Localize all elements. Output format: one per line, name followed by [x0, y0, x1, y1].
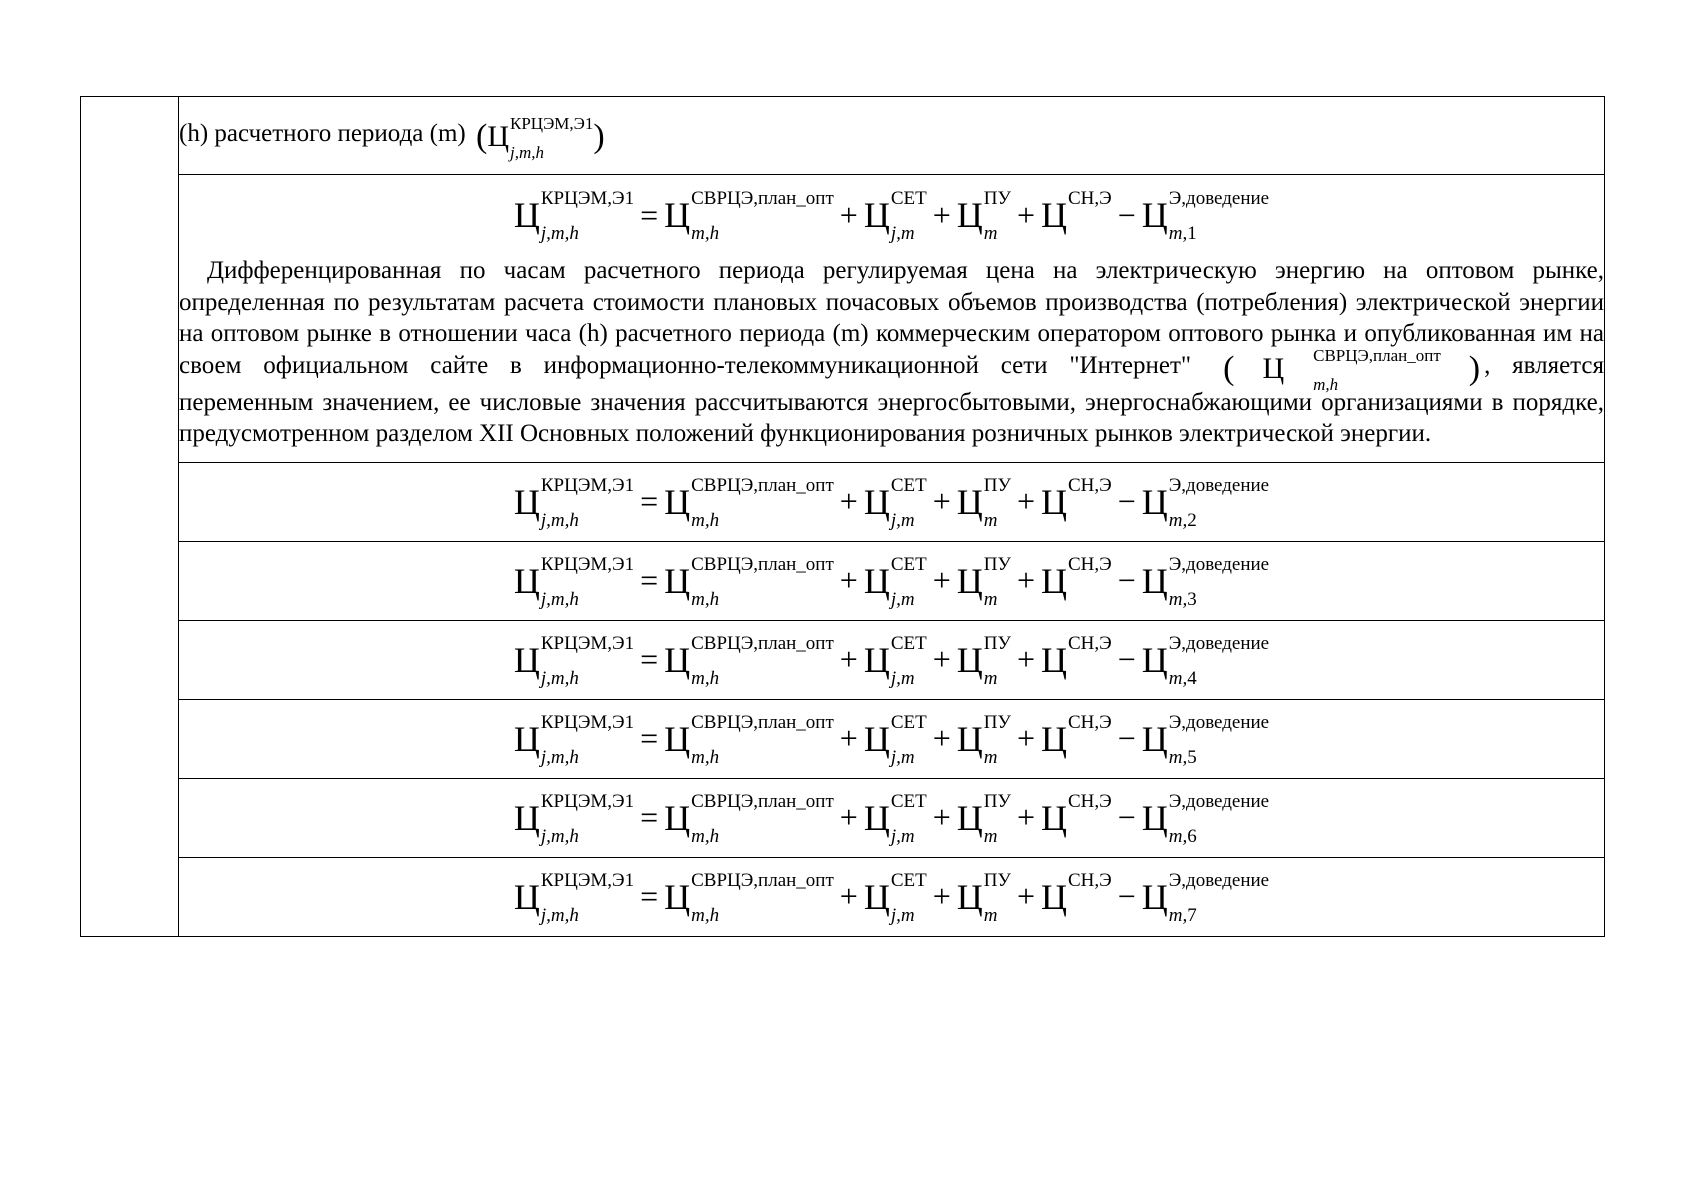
superscript: Э,доведение — [1168, 790, 1270, 812]
superscript: Э,доведение — [1168, 474, 1270, 496]
formula-term-set — [863, 553, 927, 610]
formula-base: Ц — [956, 797, 983, 838]
formula-term-svrce — [664, 711, 834, 768]
formula-base: Ц — [1141, 876, 1168, 917]
formula-base: Ц — [1141, 639, 1168, 680]
formula-base: Ц — [863, 560, 890, 601]
superscript: КРЦЭМ,Э1 — [540, 474, 635, 496]
superscript: КРЦЭМ,Э1 — [510, 114, 594, 133]
formula-term-sn — [1041, 711, 1112, 761]
plus-sign: + — [839, 483, 858, 519]
super-sub-script — [983, 790, 1011, 847]
superscript: СВРЦЭ,план_опт — [691, 553, 834, 575]
super-sub-script — [1068, 632, 1112, 682]
super-sub-script — [1068, 553, 1112, 603]
superscript: КРЦЭМ,Э1 — [540, 188, 635, 209]
formula-term-set — [863, 474, 927, 531]
equals-sign: = — [640, 641, 659, 677]
superscript: СВРЦЭ,план_опт — [691, 632, 834, 654]
formula-term-pu — [956, 632, 1011, 689]
super-sub-script — [983, 869, 1011, 926]
superscript: СВРЦЭ,план_опт — [691, 869, 834, 891]
formula-term-sn — [1041, 632, 1112, 682]
formula-base: Ц — [956, 195, 983, 235]
formula-base: Ц — [863, 797, 890, 838]
superscript: КРЦЭМ,Э1 — [540, 790, 635, 812]
super-sub-script — [540, 474, 635, 531]
table-row-formula-3 — [81, 541, 1605, 620]
subscript: m — [983, 904, 998, 926]
plus-sign: + — [839, 878, 858, 914]
super-sub-script — [983, 553, 1011, 610]
formula-base: Ц — [1141, 560, 1168, 601]
subscript: m — [983, 223, 998, 244]
super-sub-script — [890, 474, 927, 531]
subscript: m — [983, 667, 998, 689]
minus-sign: − — [1117, 562, 1136, 598]
close-paren: ) — [1468, 349, 1481, 387]
formula-index: 2 — [1187, 509, 1197, 531]
super-sub-script — [1068, 188, 1112, 237]
formula-term-dovedenie — [1141, 711, 1270, 768]
header-label: (h) расчетного периода (m) — [179, 120, 472, 147]
formula-term-svrce — [664, 188, 834, 244]
formula-base: Ц — [664, 560, 691, 601]
plus-sign: + — [839, 720, 858, 756]
subscript: m,h — [691, 667, 720, 689]
superscript: Э,доведение — [1168, 632, 1270, 654]
subscript: j,m,h — [540, 509, 579, 531]
equals-sign: = — [640, 799, 659, 835]
super-sub-script — [691, 869, 834, 926]
formula-base: Ц — [664, 797, 691, 838]
superscript: ПУ — [983, 188, 1011, 209]
description-paragraph — [179, 255, 1604, 462]
subscript — [1169, 511, 1269, 530]
formula-term-set — [863, 632, 927, 689]
formula-term-dovedenie — [1141, 790, 1270, 847]
formula-index: 7 — [1187, 904, 1197, 926]
formula-base: Ц — [956, 876, 983, 917]
plus-sign: + — [839, 641, 858, 677]
superscript: СВРЦЭ,план_опт — [691, 790, 834, 812]
plus-sign: + — [932, 878, 951, 914]
formula-base: Ц — [513, 639, 540, 680]
superscript: СВРЦЭ,план_опт — [691, 188, 834, 209]
table-row-header — [81, 97, 1605, 175]
formula-index: 5 — [1187, 746, 1197, 768]
formula-term-dovedenie — [1141, 632, 1270, 689]
equals-sign: = — [640, 196, 659, 233]
formula-base: Ц — [1041, 797, 1067, 838]
super-sub-script — [540, 632, 635, 689]
super-sub-script — [1168, 553, 1270, 610]
superscript: СЕТ — [890, 188, 927, 209]
subscript: j,m — [890, 825, 915, 847]
superscript: ПУ — [983, 869, 1011, 891]
plus-sign: + — [1016, 196, 1035, 233]
formula-slot — [179, 858, 1604, 936]
super-sub-script — [1168, 711, 1270, 768]
subscript: m — [983, 588, 998, 610]
subscript-prefix: m, — [1168, 509, 1188, 531]
plus-sign: + — [839, 196, 858, 233]
formula-slot — [179, 621, 1604, 699]
plus-sign: + — [932, 562, 951, 598]
formula-term-pu — [956, 188, 1011, 244]
formula-base: Ц — [664, 876, 691, 917]
formula-base: Ц — [956, 639, 983, 680]
formula-base: Ц — [1141, 481, 1168, 522]
subscript: j,m — [890, 746, 915, 768]
super-sub-script — [540, 553, 635, 610]
super-sub-script — [1068, 474, 1112, 524]
subscript-prefix: m, — [1168, 904, 1188, 926]
formula-term-svrce — [664, 869, 834, 926]
open-paren: ( — [1223, 349, 1235, 387]
subscript-prefix: m, — [1168, 667, 1188, 689]
formula-term-dovedenie — [1141, 188, 1270, 244]
paragraph-text-1: Дифференцированная по часам расчетного периода регулируемая цена на электрическую энергию на оптовом рынке, определенная по результатам расчета стоимости плановых почасовых объемов производства (потребления) электрической энергии на оптовом рынке в отношении часа (h) расчетного периода (m) коммерческим оператором оптового рынка и опубликованная им на своем официальном сайте в информационно-телекоммуникационной сети "Интернет" — [179, 257, 1604, 379]
super-sub-script — [890, 188, 927, 244]
superscript: СВРЦЭ,план_опт — [691, 474, 834, 496]
superscript: СЕТ — [890, 790, 927, 812]
subscript: j,m,h — [540, 667, 579, 689]
plus-sign: + — [839, 799, 858, 835]
plus-sign: + — [1016, 878, 1035, 914]
formula-slot — [179, 779, 1604, 857]
formula-term-pu — [956, 474, 1011, 531]
super-sub-script — [691, 188, 834, 244]
formula-base: Ц — [1041, 560, 1067, 601]
formula-base: Ц — [1041, 639, 1067, 680]
super-sub-script — [1168, 790, 1270, 847]
formula-base: Ц — [956, 560, 983, 601]
super-sub-script — [510, 114, 594, 162]
formula-base: Ц — [513, 560, 540, 601]
superscript: СЕТ — [890, 553, 927, 575]
formula-slot — [179, 463, 1604, 541]
super-sub-script — [540, 188, 635, 244]
subscript: j,m,h — [540, 588, 579, 610]
super-sub-script — [890, 790, 927, 847]
super-sub-script — [540, 869, 635, 926]
minus-sign: − — [1117, 196, 1136, 233]
subscript — [1169, 590, 1269, 609]
table-row-formula-4 — [81, 620, 1605, 699]
formula-slot — [179, 542, 1604, 620]
superscript: КРЦЭМ,Э1 — [540, 553, 635, 575]
subscript-prefix: m, — [1168, 746, 1188, 768]
superscript: СН,Э — [1068, 553, 1112, 575]
formula-base: Ц — [664, 718, 691, 759]
table-row-formula-6 — [81, 778, 1605, 857]
superscript: ПУ — [983, 553, 1011, 575]
formula-base: Ц — [1041, 481, 1067, 522]
formula-cell — [179, 778, 1605, 857]
formula-index: 6 — [1187, 825, 1197, 847]
minus-sign: − — [1117, 483, 1136, 519]
plus-sign: + — [932, 720, 951, 756]
minus-sign: − — [1117, 878, 1136, 914]
superscript: СЕТ — [890, 474, 927, 496]
formula-cell — [179, 541, 1605, 620]
superscript: СЕТ — [890, 711, 927, 733]
super-sub-script — [890, 869, 927, 926]
superscript: ПУ — [983, 632, 1011, 654]
formula-term-sn — [1041, 553, 1112, 603]
plus-sign: + — [1016, 562, 1035, 598]
formula-base: Ц — [487, 120, 509, 153]
formula-base: Ц — [1041, 718, 1067, 759]
subscript: m,h — [691, 746, 720, 768]
super-sub-script — [890, 711, 927, 768]
formula-term-dovedenie — [1141, 474, 1270, 531]
plus-sign: + — [932, 196, 951, 233]
formula-term-pu — [956, 790, 1011, 847]
formula-base: Ц — [513, 195, 540, 235]
formula-base: Ц — [863, 718, 890, 759]
subscript: m — [983, 825, 998, 847]
subscript: m,h — [691, 904, 720, 926]
subscript: j,m — [890, 904, 915, 926]
plus-sign: + — [1016, 641, 1035, 677]
formula-lhs — [513, 711, 635, 768]
formula-base: Ц — [1141, 718, 1168, 759]
formula-slot — [179, 175, 1604, 255]
subscript — [1169, 748, 1269, 767]
formula-lhs — [513, 790, 635, 847]
super-sub-script — [691, 790, 834, 847]
subscript: j,m — [890, 223, 915, 244]
super-sub-script — [890, 632, 927, 689]
subscript-prefix: m, — [1168, 588, 1188, 610]
document-table — [80, 96, 1605, 937]
equals-sign: = — [640, 483, 659, 519]
header-formula — [476, 114, 605, 162]
subscript: j,m,h — [540, 904, 579, 926]
subscript — [1169, 669, 1269, 688]
formula-term-set — [863, 188, 927, 244]
formula-base: Ц — [863, 481, 890, 522]
formula-cell — [179, 462, 1605, 541]
subscript: j,m,h — [510, 143, 544, 162]
superscript: ПУ — [983, 790, 1011, 812]
super-sub-script — [1168, 188, 1270, 244]
equals-sign: = — [640, 562, 659, 598]
formula-term-pu — [956, 553, 1011, 610]
super-sub-script — [691, 474, 834, 531]
plus-sign: + — [1016, 483, 1035, 519]
subscript: m — [983, 509, 998, 531]
superscript: СВРЦЭ,план_опт — [691, 711, 834, 733]
formula-term-svrce — [664, 553, 834, 610]
formula-cell — [179, 699, 1605, 778]
formula-cell — [179, 620, 1605, 699]
super-sub-script — [540, 790, 635, 847]
superscript: КРЦЭМ,Э1 — [540, 632, 635, 654]
formula-base: Ц — [956, 718, 983, 759]
plus-sign: + — [1016, 720, 1035, 756]
formula-base: Ц — [513, 876, 540, 917]
formula-term-dovedenie — [1141, 553, 1270, 610]
super-sub-script — [983, 711, 1011, 768]
superscript: Э,доведение — [1168, 553, 1270, 575]
formula-base: Ц — [863, 639, 890, 680]
formula-term-svrce — [664, 790, 834, 847]
subscript: j,m — [890, 509, 915, 531]
paragraph-text-2: , является переменным значением, ее числовые значения рассчитываются энергосбытовыми, энергоснабжающими организациями в порядке, предусмотренном разделом XII Основных положений функционирования розничных рынков электрической энергии. — [179, 351, 1604, 447]
formula-base: Ц — [956, 481, 983, 522]
table-row-formula-2 — [81, 462, 1605, 541]
super-sub-script — [983, 188, 1011, 244]
table-row-formula-5 — [81, 699, 1605, 778]
super-sub-script — [983, 474, 1011, 531]
formula-base: Ц — [1041, 876, 1067, 917]
formula-paragraph-cell — [179, 175, 1605, 463]
subscript — [1169, 906, 1269, 925]
superscript: СЕТ — [890, 632, 927, 654]
formula-term-svrce — [664, 474, 834, 531]
subscript: j,m — [890, 588, 915, 610]
formula-base: Ц — [513, 481, 540, 522]
subscript: j,m,h — [540, 825, 579, 847]
superscript: КРЦЭМ,Э1 — [540, 869, 635, 891]
formula-base: Ц — [1262, 351, 1285, 385]
superscript: СН,Э — [1068, 188, 1112, 209]
subscript-prefix: m, — [1168, 223, 1188, 244]
superscript: Э,доведение — [1168, 869, 1270, 891]
formula-base: Ц — [664, 639, 691, 680]
formula-term-sn — [1041, 474, 1112, 524]
super-sub-script — [983, 632, 1011, 689]
subscript — [1169, 827, 1269, 846]
formula-lhs — [513, 474, 635, 531]
formula-base: Ц — [664, 195, 691, 235]
formula-base: Ц — [863, 195, 890, 235]
formula-base: Ц — [1141, 797, 1168, 838]
superscript: СН,Э — [1068, 474, 1112, 496]
super-sub-script — [1068, 869, 1112, 919]
formula-index: 3 — [1187, 588, 1197, 610]
formula-base: Ц — [513, 797, 540, 838]
formula-term-dovedenie — [1141, 869, 1270, 926]
close-paren: ) — [593, 118, 605, 155]
equals-sign: = — [640, 720, 659, 756]
subscript: j,m — [890, 667, 915, 689]
plus-sign: + — [932, 483, 951, 519]
super-sub-script — [1168, 869, 1270, 926]
super-sub-script — [540, 711, 635, 768]
formula-term-pu — [956, 869, 1011, 926]
formula-term-sn — [1041, 869, 1112, 919]
subscript: m,h — [1313, 374, 1339, 394]
minus-sign: − — [1117, 799, 1136, 835]
left-column-cell — [81, 97, 179, 937]
formula-term-set — [863, 869, 927, 926]
formula-slot — [179, 700, 1604, 778]
formula-base: Ц — [863, 876, 890, 917]
plus-sign: + — [932, 799, 951, 835]
super-sub-script — [691, 711, 834, 768]
open-paren: ( — [476, 118, 488, 155]
superscript: СН,Э — [1068, 790, 1112, 812]
super-sub-script — [890, 553, 927, 610]
superscript: ПУ — [983, 474, 1011, 496]
formula-base: Ц — [513, 718, 540, 759]
paragraph-inline-formula — [1195, 345, 1481, 394]
subscript: m,h — [691, 223, 720, 244]
superscript: Э,доведение — [1168, 711, 1270, 733]
superscript: ПУ — [983, 711, 1011, 733]
subscript: m,h — [691, 509, 720, 531]
superscript: Э,доведение — [1168, 188, 1270, 209]
subscript: j,m,h — [540, 223, 579, 244]
plus-sign: + — [839, 562, 858, 598]
formula-lhs — [513, 869, 635, 926]
table-row-formula-7 — [81, 857, 1605, 936]
formula-term-set — [863, 790, 927, 847]
formula-term-set — [863, 711, 927, 768]
formula-lhs — [513, 188, 635, 244]
formula-term-pu — [956, 711, 1011, 768]
super-sub-script — [1285, 345, 1441, 394]
formula-term-sn — [1041, 790, 1112, 840]
super-sub-script — [1068, 711, 1112, 761]
formula-lhs — [513, 553, 635, 610]
subscript: m — [983, 746, 998, 768]
subscript: m,h — [691, 588, 720, 610]
plus-sign: + — [1016, 799, 1035, 835]
subscript: m,h — [691, 825, 720, 847]
superscript: СВРЦЭ,план_опт — [1313, 345, 1441, 365]
header-cell — [179, 97, 1605, 175]
formula-term-sn — [1041, 188, 1112, 237]
super-sub-script — [1168, 474, 1270, 531]
super-sub-script — [691, 553, 834, 610]
minus-sign: − — [1117, 641, 1136, 677]
superscript: КРЦЭМ,Э1 — [540, 711, 635, 733]
super-sub-script — [1068, 790, 1112, 840]
equals-sign: = — [640, 878, 659, 914]
subscript — [1169, 224, 1269, 243]
formula-index: 4 — [1187, 667, 1197, 689]
minus-sign: − — [1117, 720, 1136, 756]
formula-term-svrce — [664, 632, 834, 689]
plus-sign: + — [932, 641, 951, 677]
superscript: СН,Э — [1068, 711, 1112, 733]
superscript: СН,Э — [1068, 869, 1112, 891]
super-sub-script — [1168, 632, 1270, 689]
super-sub-script — [691, 632, 834, 689]
subscript-prefix: m, — [1168, 825, 1188, 847]
table-row-formula-1 — [81, 175, 1605, 463]
formula-base: Ц — [664, 481, 691, 522]
formula-cell — [179, 857, 1605, 936]
formula-index: 1 — [1187, 223, 1197, 244]
formula-base: Ц — [1141, 195, 1168, 235]
header-text — [179, 97, 1604, 162]
superscript: СН,Э — [1068, 632, 1112, 654]
formula-base: Ц — [1041, 195, 1067, 235]
superscript: СЕТ — [890, 869, 927, 891]
subscript: j,m,h — [540, 746, 579, 768]
formula-lhs — [513, 632, 635, 689]
